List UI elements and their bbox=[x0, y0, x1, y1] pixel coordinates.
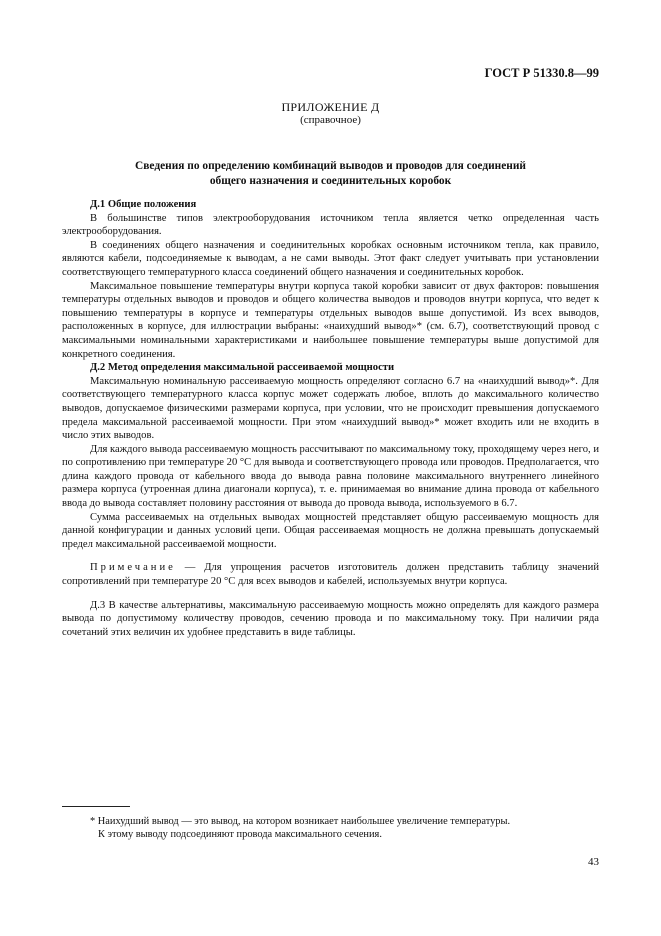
footnote-line2: К этому выводу подсоединяют провода максимального сечения. bbox=[98, 829, 382, 840]
footnote-separator bbox=[62, 806, 130, 807]
d2-paragraph-3: Сумма рассеиваемых на отдельных выводах мощностей представляет общую рассеиваемую мощность для данной конфигурации и данных условий цепи. Общая рассеиваемая мощность не должна превышать допускаемый предел максимальной рассеиваемой мощности. bbox=[62, 511, 599, 550]
d1-heading: Д.1 Общие положения bbox=[90, 199, 197, 210]
d1-paragraph-2: В соединениях общего назначения и соединительных коробках основным источником тепла, как правило, являются кабели, подсоединяемые к выводам, а не сами выводы. Этот факт следует учитывать при установлении соответствующего температурного класса соединений общего назначения и соединительных коробок. bbox=[62, 239, 599, 278]
section-title-line1: Сведения по определению комбинаций выводов и проводов для соединений bbox=[135, 160, 526, 172]
d2-paragraph-1: Максимальную номинальную рассеиваемую мощность определяют согласно 6.7 на «наихудший вывод»*. Для соответствующего температурного класса корпус может содержать любое, вплоть до максимального количество выводов, допускаемое физическими размерами корпуса, при условии, что не происходит превышения допускаемого предела максимальной рассеиваемой мощности. При этом «наихудший вывод»* может входить или не входить в число этих выводов. bbox=[62, 375, 599, 442]
section-title bbox=[60, 159, 601, 188]
d3-paragraph: Д.3 В качестве альтернативы, максимальную рассеиваемую мощность можно определять для каждого размера вывода по допустимому количеству проводов, сечению провода и по максимальному току. При наличии ряда сочетаний этих величин их удобнее представить в виде таблицы. bbox=[62, 599, 599, 638]
document-code-header: ГОСТ Р 51330.8—99 bbox=[484, 66, 599, 80]
note-label: Примечание bbox=[90, 562, 176, 574]
d2-paragraph-2: Для каждого вывода рассеиваемую мощность рассчитывают по максимальному току, проходящему через него, и по сопротивлению при температуре 20 °С для вывода и соответствующего провода или проводов. Предполагается, что длина каждого провода от кабельного ввода до вывода равна половине максимального внутреннего линейного размера корпуса (утроенная длина диагонали корпуса), т. е. принимаемая во внимание длина провода от кабельного ввода до вывода составляет половину расстояния от вывода до провода вывода, используемого в 6.7. bbox=[62, 443, 599, 510]
footnote bbox=[90, 815, 590, 841]
footnote-line1: * Наихудший вывод — это вывод, на котором возникает наибольшее увеличение температуры. bbox=[90, 816, 511, 827]
body-text bbox=[62, 198, 599, 639]
d1-paragraph-3: Максимальное повышение температуры внутри корпуса такой коробки зависит от двух факторов: повышения температуры отдельных выводов и проводов и общего количества выводов и проводов внутри корпуса, что ведет к повышению температуры в корпусе и температуры отдельных выводов выше допустимой. Из всех выводов, расположенных в корпусе, для иллюстрации выбраны: «наихудший вывод»* (см. 6.7), соответствующий провод с максимальными номинальными характеристиками и наибольшее повышение температуры выше допустимой для конкретного соединения. bbox=[62, 280, 599, 360]
appendix-subtitle: (справочное) bbox=[300, 114, 361, 126]
section-title-line2: общего назначения и соединительных коробок bbox=[209, 174, 452, 187]
appendix-title: ПРИЛОЖЕНИЕ Д bbox=[281, 100, 380, 114]
note-text: — Для упрощения расчетов изготовитель должен представить таблицу значений сопротивлений при температуре 20 °С для всех выводов и кабелей, используемых внутри корпуса. bbox=[62, 562, 599, 588]
note-paragraph bbox=[62, 561, 599, 588]
d2-heading: Д.2 Метод определения максимальной рассеиваемой мощности bbox=[90, 362, 395, 374]
page-number: 43 bbox=[588, 856, 599, 868]
d1-paragraph-1: В большинстве типов электрооборудования источником тепла является четко определенная часть электрооборудования. bbox=[62, 212, 599, 238]
